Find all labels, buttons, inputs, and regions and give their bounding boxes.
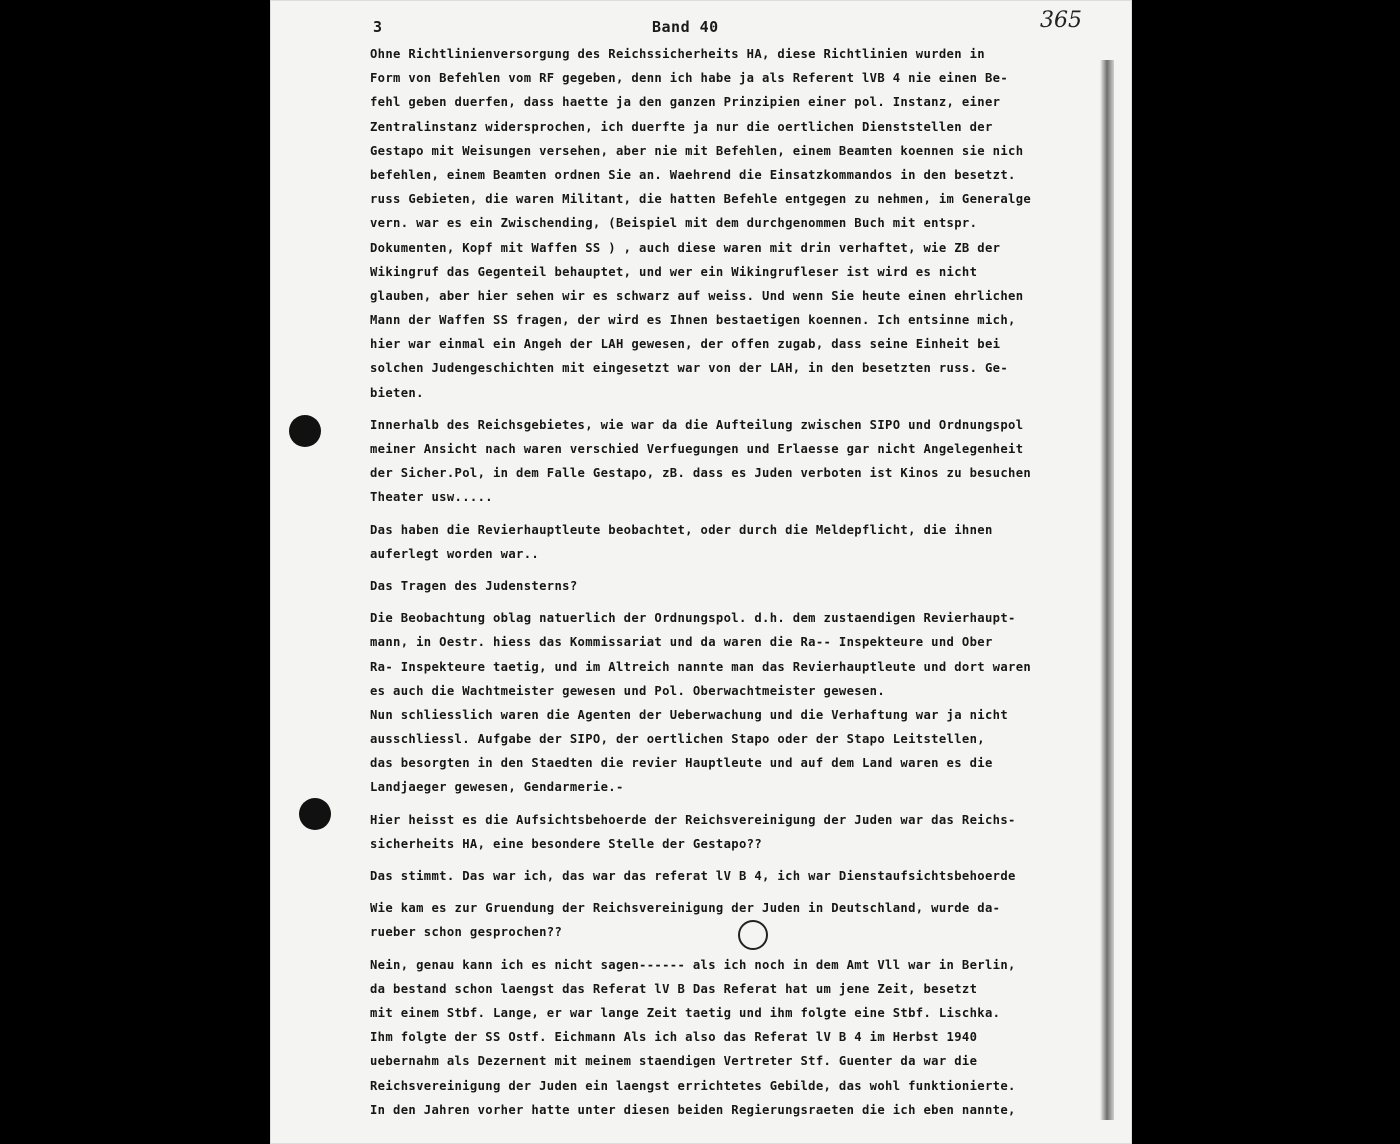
punch-hole-top xyxy=(289,415,321,447)
text-line: glauben, aber hier sehen wir es schwarz auf weiss. Und wenn Sie heute einen ehrlichen xyxy=(370,288,1024,303)
text-line: Gestapo mit Weisungen versehen, aber nie mit Befehlen, einem Beamten koennen sie nich xyxy=(370,143,1024,158)
volume-label: Band 40 xyxy=(652,18,719,36)
text-line: Ra- Inspekteure taetig, und im Altreich nannte man das Revierhauptleute und dort waren xyxy=(370,659,1032,674)
text-line: vern. war es ein Zwischending, (Beispiel mit dem durchgenommen Buch mit entspr. xyxy=(370,216,978,231)
text-line: das besorgten in den Staedten die revier Hauptleute und auf dem Land waren es die xyxy=(370,756,993,771)
text-line: Ohne Richtlinienversorgung des Reichssicherheits HA, diese Richtlinien wurden in xyxy=(370,47,985,61)
paragraph-1 xyxy=(370,42,1110,405)
text-line: Dokumenten, Kopf mit Waffen SS ) , auch diese waren mit drin verhaftet, wie ZB der xyxy=(370,240,1001,255)
text-line: da bestand schon laengst das Referat lV B Das Referat hat um jene Zeit, besetzt xyxy=(370,981,978,996)
text-line: rueber schon gesprochen?? xyxy=(370,925,563,940)
text-line: mit einem Stbf. Lange, er war lange Zeit taetig und ihm folgte eine Stbf. Lischka. xyxy=(370,1005,1001,1020)
document-body xyxy=(370,42,1110,1122)
text-line: Reichsvereinigung der Juden ein laengst errichtetes Gebilde, das wohl funktionierte. xyxy=(370,1078,1016,1093)
text-line: sicherheits HA, eine besondere Stelle der Gestapo?? xyxy=(370,836,763,851)
paragraph-6 xyxy=(370,808,1110,856)
text-line: Nun schliesslich waren die Agenten der Ueberwachung und die Verhaftung war ja nicht xyxy=(370,707,1009,722)
text-line: Wikingruf das Gegenteil behauptet, und wer ein Wikingrufleser ist wird es nicht xyxy=(370,264,978,279)
text-line: Mann der Waffen SS fragen, der wird es Ihnen bestaetigen koennen. Ich entsinne mich, xyxy=(370,313,1016,328)
text-line: hier war einmal ein Angeh der LAH gewesen, der offen zugab, dass seine Einheit bei xyxy=(370,337,1001,352)
paragraph-7 xyxy=(370,864,1110,888)
text-line: Das Tragen des Judensterns? xyxy=(370,578,578,593)
text-line: mann, in Oestr. hiess das Kommissariat und da waren die Ra-- Inspekteure und Ober xyxy=(370,635,993,650)
text-line: Form von Befehlen vom RF gegeben, denn ich habe ja als Referent lVB 4 nie einen Be- xyxy=(370,71,1009,86)
text-line: solchen Judengeschichten mit eingesetzt war von der LAH, in den besetzten russ. Ge- xyxy=(370,361,1009,376)
page-number: 3 xyxy=(373,18,383,36)
text-line: Die Beobachtung oblag natuerlich der Ordnungspol. d.h. dem zustaendigen Revierhaupt- xyxy=(370,611,1016,626)
text-line: Nein, genau kann ich es nicht sagen------ als ich noch in dem Amt Vll war in Berlin, xyxy=(370,957,1016,972)
text-line: bieten. xyxy=(370,385,424,400)
text-line: Hier heisst es die Aufsichtsbehoerde der Reichsvereinigung der Juden war das Reichs- xyxy=(370,812,1016,827)
text-line: auferlegt worden war.. xyxy=(370,546,540,561)
text-line: russ Gebieten, die waren Militant, die hatten Befehle entgegen zu nehmen, im Generalge xyxy=(370,192,1032,207)
text-line: Landjaeger gewesen, Gendarmerie.- xyxy=(370,780,624,795)
paragraph-4 xyxy=(370,574,1110,598)
text-line: ausschliessl. Aufgabe der SIPO, der oertlichen Stapo oder der Stapo Leitstellen, xyxy=(370,732,985,747)
paragraph-8 xyxy=(370,896,1110,944)
paragraph-2 xyxy=(370,413,1110,510)
handwritten-folio-number: 365 xyxy=(1040,8,1082,33)
text-line: Innerhalb des Reichsgebietes, wie war da die Aufteilung zwischen SIPO und Ordnungspol xyxy=(370,417,1024,432)
text-line: Theater usw..... xyxy=(370,490,493,505)
text-line: der Sicher.Pol, in dem Falle Gestapo, zB. dass es Juden verboten ist Kinos zu besuchen xyxy=(370,466,1032,481)
text-line: Wie kam es zur Gruendung der Reichsvereinigung der Juden in Deutschland, wurde da- xyxy=(370,901,1001,916)
paragraph-9 xyxy=(370,953,1110,1122)
text-line: Zentralinstanz widersprochen, ich duerfte ja nur die oertlichen Dienststellen der xyxy=(370,119,993,134)
text-line: befehlen, einem Beamten ordnen Sie an. Waehrend die Einsatzkommandos in den besetzt. xyxy=(370,167,1016,182)
text-line: es auch die Wachtmeister gewesen und Pol. Oberwachtmeister gewesen. xyxy=(370,683,886,698)
text-line: Das haben die Revierhauptleute beobachtet, oder durch die Meldepflicht, die ihnen xyxy=(370,522,993,537)
text-line: In den Jahren vorher hatte unter diesen beiden Regierungsraeten die ich eben nannte, xyxy=(370,1102,1016,1117)
text-line: meiner Ansicht nach waren verschied Verfuegungen und Erlaesse gar nicht Angelegenheit xyxy=(370,442,1024,456)
punch-hole-bottom xyxy=(299,798,331,830)
text-line: Ihm folgte der SS Ostf. Eichmann Als ich also das Referat lV B 4 im Herbst 1940 xyxy=(370,1030,978,1045)
paragraph-5 xyxy=(370,606,1110,800)
text-line: Das stimmt. Das war ich, das war das referat lV B 4, ich war Dienstaufsichtsbehoerde xyxy=(370,869,1016,883)
paragraph-3 xyxy=(370,518,1110,566)
text-line: fehl geben duerfen, dass haette ja den ganzen Prinzipien einer pol. Instanz, einer xyxy=(370,95,1001,110)
text-line: uebernahm als Dezernent mit meinem staendigen Vertreter Stf. Guenter da war die xyxy=(370,1054,978,1069)
